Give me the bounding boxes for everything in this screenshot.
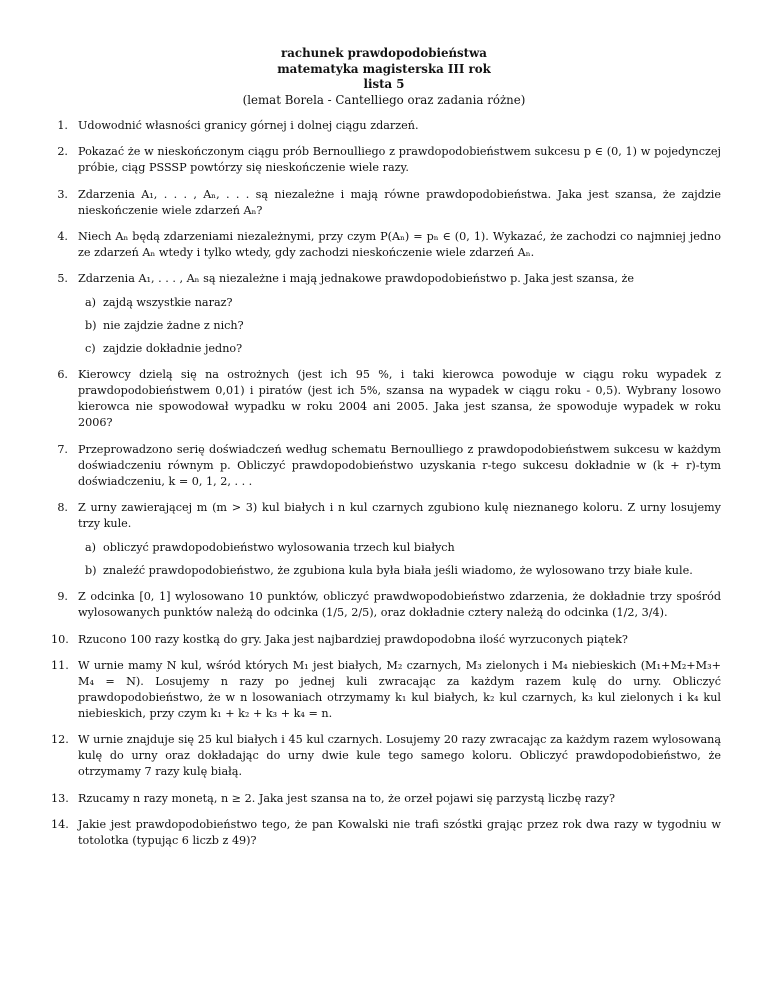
header-list-number: lista 5 [363,77,405,91]
problem-item [55,589,721,621]
problem-item [55,367,721,431]
subquestion-list [78,295,721,357]
problem-number: 14. [51,817,69,831]
problem-text: Jakie jest prawdopodobieństwo tego, że pan Kowalski nie trafi szóstki grając przez rok dwa razy w tygodniu w totolotka (typując 6 liczb z 49)? [78,817,721,847]
subquestion-label: a) [85,541,97,555]
problem-number: 10. [51,632,69,646]
problem-item [51,632,721,648]
problem-item [51,732,721,780]
subquestion-item [78,318,721,334]
problem-text: Zdarzenia A₁, . . . , Aₙ, . . . są niezależne i mają równe prawdopodobieństwa. Jaka jest szansa, że zajdzie nieskończenie wiele zdarzeń Aₙ? [78,187,721,217]
header-course: matematyka magisterska III rok [277,61,491,76]
problem-number: 7. [57,442,68,456]
subquestion-label: b) [85,319,97,333]
problem-number: 2. [57,145,68,159]
subquestion-item [78,540,721,556]
problem-item [55,271,721,357]
subquestion-item [78,341,721,357]
problem-text: Kierowcy dzielą się na ostrożnych (jest ich 95 %, i taki kierowca powoduje w ciągu roku wypadek z prawdopodobieństwem 0,01) i piratów (jest ich 5%, szansa na wypadek w ciągu roku - 0,5). Wybrany losowo kierowca nie spowodował wypadku w roku 2004 ani 2005. Jaka jest szansa, że spowoduje wypadek w roku 2006? [78,368,721,430]
subquestion-text: zajdą wszystkie naraz? [103,296,233,310]
problem-item [51,658,721,722]
subquestion-item [78,563,721,579]
problem-item [51,817,721,849]
problem-number: 9. [57,590,68,604]
document-header [0,46,768,108]
problem-item [55,187,721,219]
problem-text: W urnie mamy N kul, wśród których M₁ jest białych, M₂ czarnych, M₃ zielonych i M₄ niebieskich (M₁+M₂+M₃+ M₄ = N). Losujemy n razy po jednej kuli zwracając za każdym razem kulę do urny. Obliczyć prawdopodobieństwo, że w n losowaniach otrzymamy k₁ kul białych, k₂ kul czarnych, k₃ kul zielonych i k₄ kul niebieskich, przy czym k₁ + k₂ + k₃ + k₄ = n. [78,658,721,720]
subquestion-list [78,540,721,579]
subquestion-text: znaleźć prawdopodobieństwo, że zgubiona kula była biała jeśli wiadomo, że wylosowano trzy białe kule. [103,564,693,578]
problem-text: Rzucono 100 razy kostką do gry. Jaka jest najbardziej prawdopodobna ilość wyrzuconych piątek? [78,632,628,646]
problem-item [55,229,721,261]
problem-item [51,791,721,807]
problem-item [55,500,721,579]
problem-text: Zdarzenia A₁, . . . , Aₙ są niezależne i mają jednakowe prawdopodobieństwo p. Jaka jest szansa, że [78,272,634,286]
problem-number: 11. [51,658,69,672]
subquestion-text: obliczyć prawdopodobieństwo wylosowania trzech kul białych [103,541,455,555]
problem-number: 12. [51,733,69,747]
problem-text: Niech Aₙ będą zdarzeniami niezależnymi, przy czym P(Aₙ) = pₙ ∈ (0, 1). Wykazać, że zachodzi co najmniej jedno ze zdarzeń Aₙ wtedy i tylko wtedy, gdy zachodzi nieskończenie wiele zdarzeń Aₙ. [78,229,721,259]
subquestion-item [78,295,721,311]
problem-text: Z urny zawierającej m (m > 3) kul białych i n kul czarnych zgubiono kulę nieznanego koloru. Z urny losujemy trzy kule. [78,501,721,531]
problem-number: 13. [51,791,69,805]
subquestion-label: b) [85,564,97,578]
problem-text: W urnie znajduje się 25 kul białych i 45 kul czarnych. Losujemy 20 razy zwracając za każdym razem wylosowaną kulę do urny oraz dokładając do urny dwie kule tego samego koloru. Obliczyć prawdopodobieństwo, że otrzymamy 7 razy kulę białą. [78,733,721,779]
problem-text: Z odcinka [0, 1] wylosowano 10 punktów, obliczyć prawdwopodobieństwo zdarzenia, że dokładnie trzy spośród wylosowanych punktów należą do odcinka (1/5, 2/5), oraz dokładnie cztery należą do odcinka (1/2, 3/4). [78,590,721,620]
problem-text: Rzucamy n razy monetą, n ≥ 2. Jaka jest szansa na to, że orzeł pojawi się parzystą liczbę razy? [78,791,615,805]
problem-number: 8. [57,501,68,515]
subquestion-label: a) [85,296,97,310]
problem-number: 5. [57,272,68,286]
problem-text: Udowodnić własności granicy górnej i dolnej ciągu zdarzeń. [78,119,419,132]
problem-number: 4. [57,229,68,243]
problem-item [55,144,721,176]
subquestion-text: zajdzie dokładnie jedno? [103,342,243,356]
problem-list [51,118,721,859]
problem-text: Pokazać że w nieskończonym ciągu prób Bernoulliego z prawdopodobieństwem sukcesu p ∈ (0, 1) w pojedynczej próbie, ciąg PSSSP powtórzy się nieskończenie wiele razy. [78,145,721,175]
header-title: rachunek prawdopodobieństwa [281,46,487,60]
header-topic: (lemat Borela - Cantelliego oraz zadania różne) [242,92,526,107]
subquestion-label: c) [85,342,96,356]
problem-number: 1. [57,119,68,132]
problem-number: 3. [57,187,68,201]
problem-number: 6. [57,368,68,382]
subquestion-text: nie zajdzie żadne z nich? [103,319,244,333]
problem-item [55,442,721,490]
problem-item [55,118,721,134]
problem-text: Przeprowadzono serię doświadczeń według schematu Bernoulliego z prawdopodobieństwem sukcesu w każdym doświadczeniu równym p. Obliczyć prawdopodobieństwo uzyskania r-tego sukcesu dokładnie w (k + r)-tym doświadczeniu, k = 0, 1, 2, . . . [78,442,721,488]
